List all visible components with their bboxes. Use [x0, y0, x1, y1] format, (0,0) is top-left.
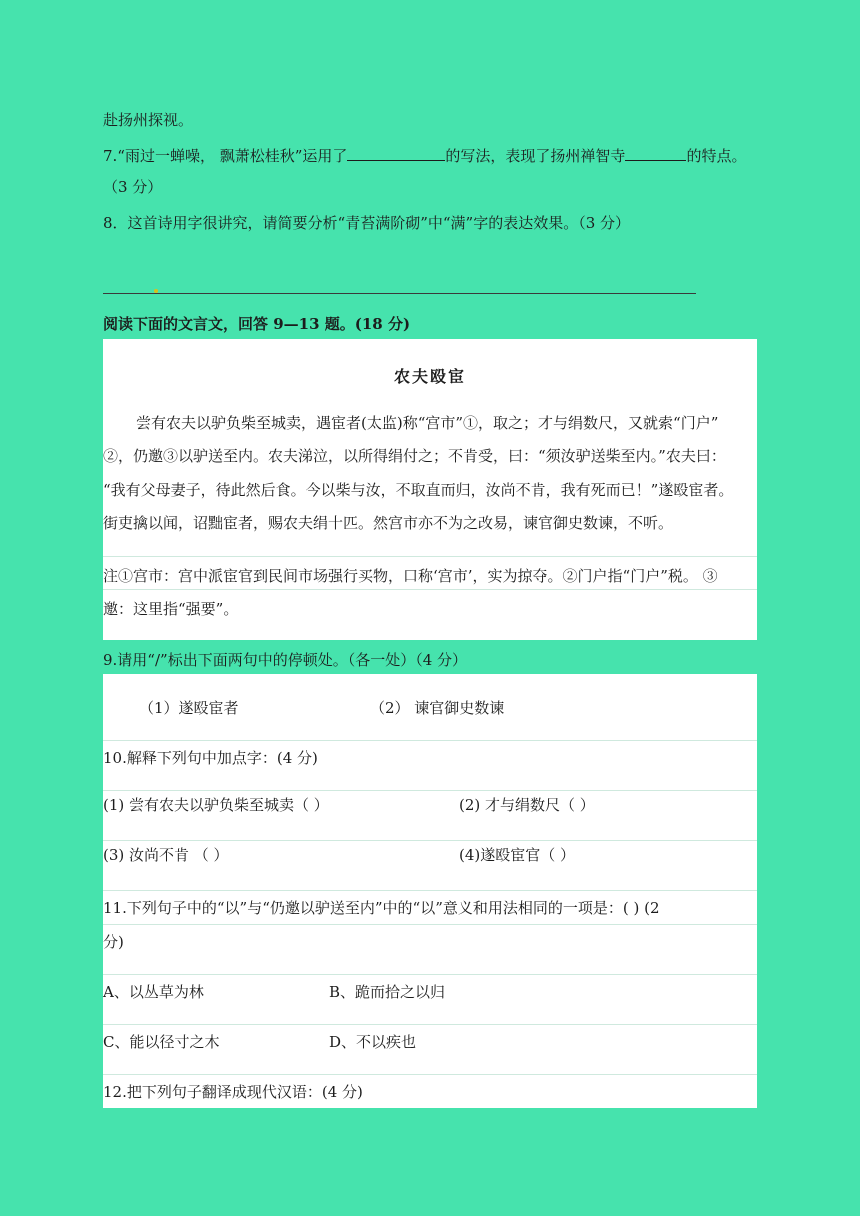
answer-line [103, 293, 696, 294]
row-divider [103, 1074, 757, 1075]
question-11: 11.下列句子中的“以”与“仍邀以驴送至内”中的“以”意义和用法相同的一项是：( ) (2 [103, 899, 660, 917]
note-line: 邀：这里指“强要”。 [103, 600, 239, 618]
question-12: 12.把下列句子翻译成现代汉语：(4 分) [103, 1083, 363, 1101]
question-7 [103, 146, 746, 166]
row-divider [103, 974, 757, 975]
q7-prefix: 7.“雨过一蝉噪， 飘萧松桂秋”运用了 [103, 147, 348, 165]
q10-item-3[interactable]: (3) 汝尚不肯 （ ） [103, 846, 229, 864]
text-line: 赴扬州探视。 [103, 111, 194, 129]
q9-item-2[interactable]: （2） 谏官御史数谏 [370, 699, 505, 717]
mark-dot [154, 289, 158, 293]
passage-box [103, 339, 757, 640]
question-9: 9.请用“/”标出下面两句中的停顿处。（各一处）（4 分） [103, 651, 468, 669]
passage-line: 尝有农夫以驴负柴至城卖，遇宦者(太监)称“宫市”①，取之；才与绢数尺，又就索“门户” [136, 414, 719, 432]
row-divider [103, 790, 757, 791]
q10-item-2[interactable]: (2) 才与绢数尺（ ） [459, 796, 595, 814]
passage-title: 农夫殴宦 [393, 367, 466, 386]
question-11-cont: 分) [103, 933, 124, 951]
q9-item-1[interactable]: （1）遂殴宦者 [139, 699, 239, 717]
row-divider [103, 556, 757, 557]
q7-blank-2[interactable] [625, 146, 686, 161]
q7-mid: 的写法，表现了扬州禅智寺 [445, 147, 626, 165]
passage-line: 街吏擒以闻，诏黜宦者，赐农夫绢十匹。然宫市亦不为之改易，谏官御史数谏，不听。 [103, 514, 674, 532]
option-b[interactable]: B、跪而拾之以归 [329, 983, 446, 1001]
row-divider [103, 840, 757, 841]
note-line: 注①宫市：宫中派宦官到民间市场强行买物，口称‘宫市’，实为掠夺。②门户指“门户”税。 ③ [103, 567, 718, 585]
question-8: 8．这首诗用字很讲究，请简要分析“青苔满阶砌”中“满”字的表达效果。（3 分） [103, 214, 631, 232]
passage-line: ②，仍邀③以驴送至内。农夫涕泣，以所得绢付之；不肯受，曰：“须汝驴送柴至内。”农夫曰： [103, 447, 726, 465]
option-a[interactable]: A、以丛草为林 [103, 983, 204, 1001]
q7-score: （3 分） [103, 178, 163, 196]
question-10: 10.解释下列句中加点字：(4 分) [103, 749, 318, 767]
q7-suffix: 的特点。 [686, 147, 747, 165]
q10-item-1[interactable]: (1) 尝有农夫以驴负柴至城卖（ ） [103, 796, 329, 814]
q10-item-4[interactable]: (4)遂殴宦官（ ） [459, 846, 576, 864]
option-d[interactable]: D、不以疾也 [329, 1033, 417, 1051]
passage-line: “我有父母妻子，待此然后食。今以柴与汝，不取直而归，汝尚不肯，我有死而已！”遂殴宦者。 [103, 481, 734, 499]
row-divider [103, 890, 757, 891]
row-divider [103, 589, 757, 590]
section-heading: 阅读下面的文言文，回答 9—13 题。(18 分) [103, 315, 411, 333]
row-divider [103, 924, 757, 925]
row-divider [103, 1024, 757, 1025]
option-c[interactable]: C、能以径寸之木 [103, 1033, 220, 1051]
questions-box [103, 674, 757, 1108]
row-divider [103, 740, 757, 741]
q7-blank-1[interactable] [347, 146, 445, 161]
